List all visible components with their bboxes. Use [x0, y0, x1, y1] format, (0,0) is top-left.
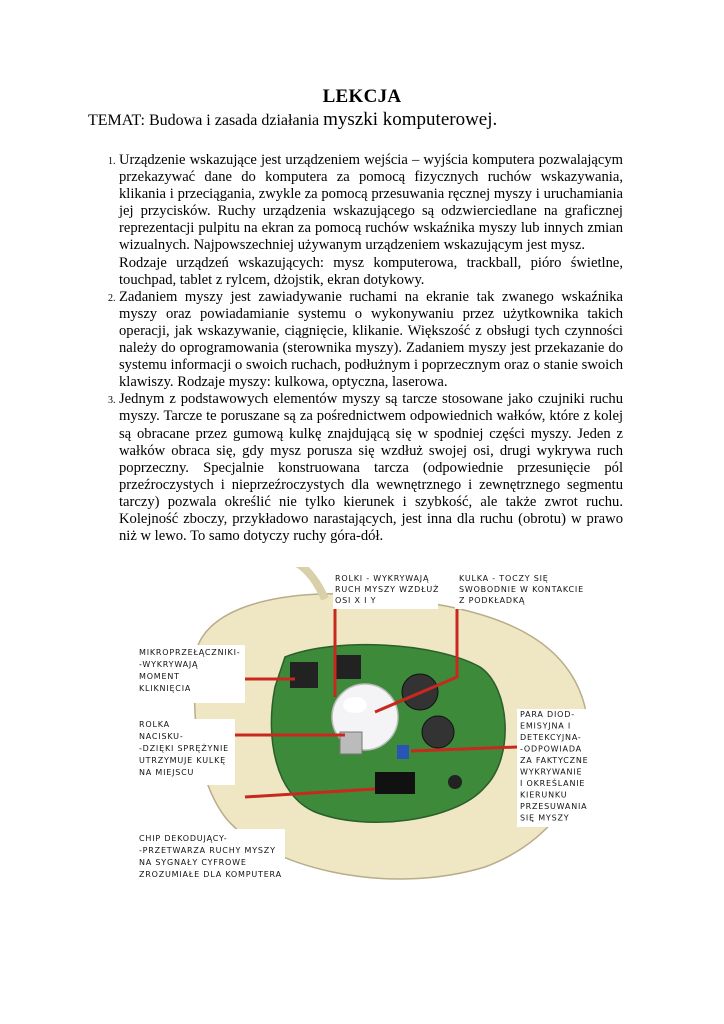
- diode-pair: [397, 745, 409, 759]
- list-number: 3.: [108, 395, 116, 407]
- label-line: OSI X I Y: [335, 596, 377, 605]
- label-line: NA SYGNAŁY CYFROWE: [139, 858, 247, 867]
- label-line: RUCH MYSZY WZDŁUŻ: [335, 585, 440, 594]
- paragraph: Rodzaje urządzeń wskazujących: mysz komputerowa, trackball, pióro świetlne, touchpad, tablet z rylcem, dżojstik, ekran dotykowy.: [119, 254, 623, 288]
- microswitch-left: [290, 662, 318, 688]
- label-line: UTRZYMUJE KULKĘ: [139, 756, 227, 765]
- label-line: Z PODKŁADKĄ: [459, 596, 526, 605]
- label-line: I OKREŚLANIE: [520, 779, 586, 788]
- list-item-3: [101, 391, 623, 545]
- encoder-wheel-y: [422, 716, 454, 748]
- label-line: DETEKCYJNA-: [520, 733, 582, 742]
- label-line: KULKA - TOCZY SIĘ: [459, 574, 549, 583]
- label-line: ROLKA: [139, 720, 170, 729]
- label-line: PARA DIOD-: [520, 710, 575, 719]
- label-line: PRZESUWANIA: [520, 802, 588, 811]
- decoder-chip: [375, 772, 415, 794]
- label-line: -DZIĘKI SPRĘŻYNIE: [139, 744, 229, 753]
- label-line: -PRZETWARZA RUCHY MYSZY: [139, 846, 276, 855]
- label-line: WYKRYWANIE: [520, 767, 583, 777]
- list-number: 2.: [108, 292, 116, 304]
- label-line: ZA FAKTYCZNE: [520, 756, 589, 765]
- mouse-diagram: [135, 567, 590, 885]
- paragraph: Jednym z podstawowych elementów myszy są tarcze stosowane jako czujniki ruchu myszy. Tarcze te poruszane są za pośrednictwem odpowiednich wałków, które z kolej są obracane przez gumową kulkę znajdującą się w spodniej części myszy. Jeden z wałków obraca się, gdy mysz porusza się wzdłuż swojej osi, drugi wykrywa ruch poprzeczny. Specjalnie konstruowana tarcza (odpowiednie przesunięcie pól przeźroczystych i nieprzeźroczystych dla wewnętrznego i zewnętrznego segmentu tarczy) pozwala określić nie tylko kierunek i szybkość, ale także zwrot ruchu. Kolejność zboczy, przykładowo narastających, jest inna dla ruchu (obrotu) w prawo niż w lewo. To samo dotyczy ruchy góra-dół.: [119, 391, 623, 545]
- label-line: ROLKI - WYKRYWAJĄ: [335, 574, 430, 583]
- paragraph: Zadaniem myszy jest zawiadywanie ruchami na ekranie tak zwanego wskaźnika myszy oraz powiadamianie systemu o wykonywaniu przez użytkownika takich operacji, jak wskazywanie, ciągnięcie, klikanie. Większość z obsługi tych czynności należy do oprogramowania (sterownika myszy). Zadaniem myszy jest przekazanie do systemu informacji o swoich ruchach, podłużnym i poprzecznym oraz o stanie swoich klawiszy. Rodzaje myszy: kulkowa, optyczna, laserowa.: [119, 288, 623, 391]
- label-line: -ODPOWIADA: [520, 744, 582, 754]
- list-item-2: [101, 289, 623, 392]
- numbered-list: [101, 152, 623, 545]
- microswitch-right: [335, 655, 361, 679]
- label-line: NA MIEJSCU: [139, 768, 195, 777]
- subject-highlight: myszki komputerowej.: [323, 109, 498, 130]
- list-number: 1.: [108, 156, 116, 167]
- label-line: -WYKRYWAJĄ: [139, 660, 199, 669]
- label-line: MOMENT: [139, 672, 180, 681]
- label-line: SIĘ MYSZY: [520, 813, 570, 823]
- label-line: ZROZUMIAŁE DLA KOMPUTERA: [139, 870, 282, 879]
- label-line: EMISYJNA I: [520, 721, 571, 731]
- ball-highlight: [343, 697, 367, 713]
- label-line: MIKROPRZEŁĄCZNIKI-: [139, 648, 241, 657]
- label-line: NACISKU-: [139, 732, 184, 741]
- lesson-subject: [88, 109, 497, 131]
- capacitor: [448, 775, 462, 789]
- paragraph: Urządzenie wskazujące jest urządzeniem wejścia – wyjścia komputera pozwalającym przekazywać dane do komputera za pomocą fizycznych ruchów wskazywania, klikania i przeciągania, zwykle za pomocą przesuwania ręcznej myszy i uruchamiania jej przycisków. Ruchy urządzenia wskazującego są odzwierciedlane na graficznej reprezentacji pulpitu na ekran za pomocą ruchów wskaźnika myszy lub innych zmian wizualnych. Najpowszechniej używanym urządzeniem wskazującym jest mysz.: [119, 152, 623, 254]
- label-line: KIERUNKU: [520, 790, 568, 800]
- label-line: SWOBODNIE W KONTAKCIE: [459, 585, 584, 594]
- label-line: KLIKNIĘCIA: [139, 684, 192, 693]
- list-item-1: [101, 152, 623, 289]
- subject-prefix: TEMAT: Budowa i zasada działania: [88, 112, 320, 129]
- page-title: LEKCJA: [322, 86, 402, 107]
- label-line: CHIP DEKODUJĄCY-: [139, 834, 228, 843]
